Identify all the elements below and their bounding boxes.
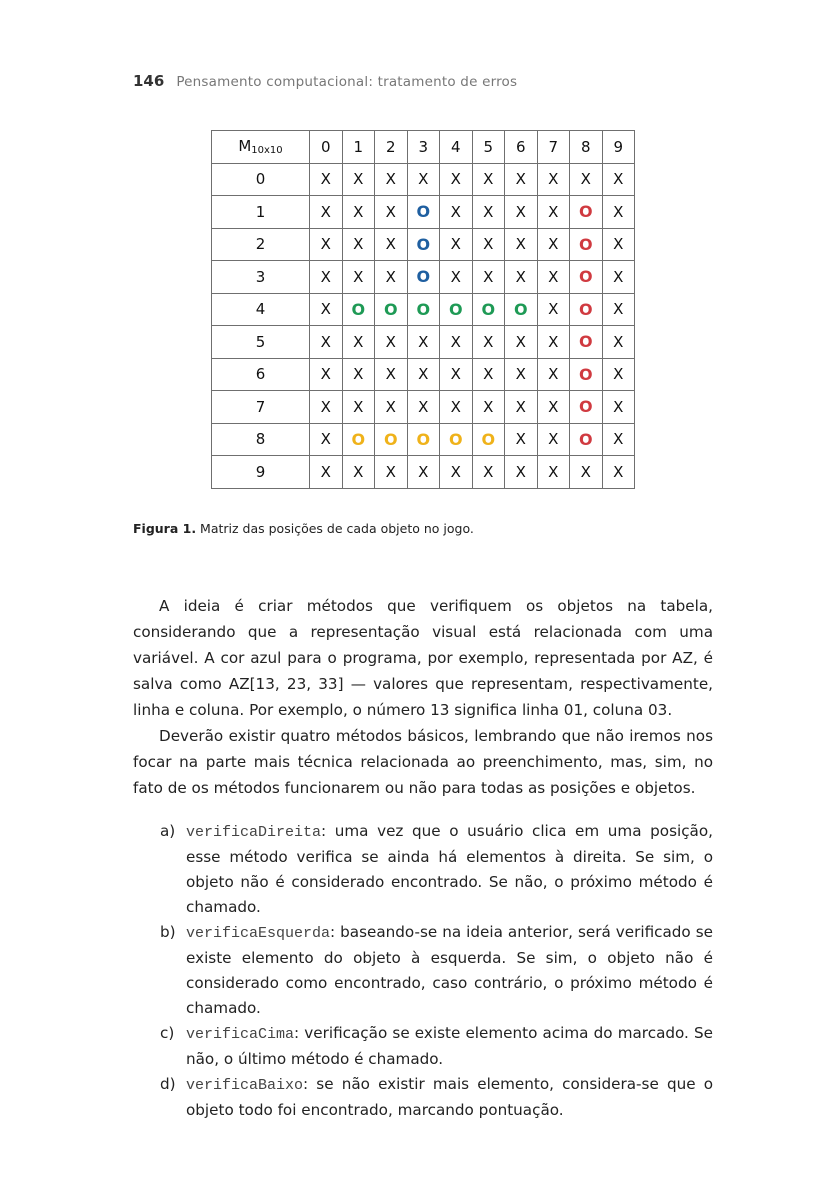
empty-cell: X <box>537 196 570 229</box>
empty-cell: X <box>342 326 375 359</box>
caption-text: Matriz das posições de cada objeto no jogo. <box>196 521 474 536</box>
column-header: 8 <box>570 131 603 164</box>
empty-cell: X <box>310 228 343 261</box>
object-cell: O <box>505 293 538 326</box>
empty-cell: X <box>537 358 570 391</box>
object-cell: O <box>570 228 603 261</box>
object-cell: O <box>407 293 440 326</box>
empty-cell: X <box>310 391 343 424</box>
methods-list <box>160 819 713 1123</box>
empty-cell: X <box>407 326 440 359</box>
empty-cell: X <box>602 293 635 326</box>
matrix-row <box>212 358 635 391</box>
method-name: verificaDireita <box>186 824 322 841</box>
method-name: verificaBaixo <box>186 1077 304 1094</box>
method-description: : uma vez que o usuário clica em uma posição, esse método verifica se ainda há elementos à direita. Se sim, o objeto não é considerado encontrado. Se não, o próximo método é chamado. <box>186 822 713 916</box>
object-cell: O <box>375 423 408 456</box>
empty-cell: X <box>505 423 538 456</box>
object-cell: O <box>440 423 473 456</box>
matrix-row <box>212 293 635 326</box>
paragraph-text: Deverão existir quatro métodos básicos, lembrando que não iremos nos focar na parte mais técnica relacionada ao preenchimento, mas, sim, no fato de os métodos funcionarem ou não para todas as posições e objetos. <box>133 727 713 797</box>
row-header: 9 <box>212 456 310 489</box>
empty-cell: X <box>310 358 343 391</box>
empty-cell: X <box>440 261 473 294</box>
empty-cell: X <box>602 163 635 196</box>
paragraph-1 <box>133 593 713 723</box>
row-header: 3 <box>212 261 310 294</box>
empty-cell: X <box>342 358 375 391</box>
row-header: 6 <box>212 358 310 391</box>
empty-cell: X <box>602 391 635 424</box>
empty-cell: X <box>407 391 440 424</box>
object-cell: O <box>570 261 603 294</box>
empty-cell: X <box>310 423 343 456</box>
list-marker: c) <box>160 1024 175 1042</box>
empty-cell: X <box>570 163 603 196</box>
object-cell: O <box>472 293 505 326</box>
empty-cell: X <box>375 326 408 359</box>
empty-cell: X <box>440 163 473 196</box>
empty-cell: X <box>602 423 635 456</box>
empty-cell: X <box>440 391 473 424</box>
column-header: 1 <box>342 131 375 164</box>
column-header: 4 <box>440 131 473 164</box>
empty-cell: X <box>570 456 603 489</box>
object-cell: O <box>407 196 440 229</box>
empty-cell: X <box>310 326 343 359</box>
list-item <box>160 1072 713 1123</box>
running-title: Pensamento computacional: tratamento de erros <box>176 74 518 90</box>
method-description: : se não existir mais elemento, considera-se que o objeto todo foi encontrado, marcando pontuação. <box>186 1075 713 1119</box>
list-item <box>160 920 713 1021</box>
object-cell: O <box>570 196 603 229</box>
empty-cell: X <box>310 163 343 196</box>
object-cell: O <box>342 423 375 456</box>
empty-cell: X <box>505 456 538 489</box>
matrix-row <box>212 456 635 489</box>
object-cell: O <box>407 423 440 456</box>
empty-cell: X <box>342 228 375 261</box>
row-header: 5 <box>212 326 310 359</box>
empty-cell: X <box>472 196 505 229</box>
empty-cell: X <box>440 358 473 391</box>
paragraph-2 <box>133 723 713 801</box>
object-cell: O <box>440 293 473 326</box>
matrix-figure <box>211 130 635 489</box>
empty-cell: X <box>537 423 570 456</box>
empty-cell: X <box>505 228 538 261</box>
empty-cell: X <box>375 391 408 424</box>
empty-cell: X <box>310 261 343 294</box>
method-description: : verificação se existe elemento acima do marcado. Se não, o último método é chamado. <box>186 1024 713 1068</box>
empty-cell: X <box>375 261 408 294</box>
empty-cell: X <box>472 456 505 489</box>
empty-cell: X <box>342 163 375 196</box>
running-header <box>133 72 517 90</box>
matrix-row <box>212 423 635 456</box>
column-header: 0 <box>310 131 343 164</box>
empty-cell: X <box>537 163 570 196</box>
object-cell: O <box>570 423 603 456</box>
empty-cell: X <box>472 228 505 261</box>
empty-cell: X <box>407 163 440 196</box>
empty-cell: X <box>602 228 635 261</box>
object-cell: O <box>375 293 408 326</box>
empty-cell: X <box>602 358 635 391</box>
empty-cell: X <box>407 358 440 391</box>
column-header: 7 <box>537 131 570 164</box>
object-cell: O <box>407 228 440 261</box>
figure-caption <box>133 521 474 536</box>
page-number: 146 <box>133 72 165 90</box>
empty-cell: X <box>375 456 408 489</box>
empty-cell: X <box>342 391 375 424</box>
empty-cell: X <box>440 228 473 261</box>
list-item <box>160 819 713 920</box>
empty-cell: X <box>440 326 473 359</box>
empty-cell: X <box>505 358 538 391</box>
method-name: verificaCima <box>186 1026 295 1043</box>
list-item <box>160 1021 713 1072</box>
empty-cell: X <box>537 326 570 359</box>
empty-cell: X <box>342 196 375 229</box>
column-header: 3 <box>407 131 440 164</box>
empty-cell: X <box>505 326 538 359</box>
row-header: 7 <box>212 391 310 424</box>
column-header: 9 <box>602 131 635 164</box>
empty-cell: X <box>472 326 505 359</box>
empty-cell: X <box>537 456 570 489</box>
matrix-row <box>212 163 635 196</box>
column-header: 5 <box>472 131 505 164</box>
empty-cell: X <box>375 228 408 261</box>
empty-cell: X <box>310 293 343 326</box>
empty-cell: X <box>342 261 375 294</box>
empty-cell: X <box>505 196 538 229</box>
object-cell: O <box>342 293 375 326</box>
empty-cell: X <box>342 456 375 489</box>
column-header: 6 <box>505 131 538 164</box>
position-matrix-table <box>211 130 635 489</box>
empty-cell: X <box>602 326 635 359</box>
row-header: 8 <box>212 423 310 456</box>
column-header: 2 <box>375 131 408 164</box>
object-cell: O <box>570 293 603 326</box>
matrix-row <box>212 228 635 261</box>
row-header: 1 <box>212 196 310 229</box>
empty-cell: X <box>472 163 505 196</box>
empty-cell: X <box>440 456 473 489</box>
empty-cell: X <box>602 196 635 229</box>
empty-cell: X <box>440 196 473 229</box>
list-marker: b) <box>160 923 176 941</box>
empty-cell: X <box>537 228 570 261</box>
empty-cell: X <box>407 456 440 489</box>
object-cell: O <box>570 358 603 391</box>
method-name: verificaEsquerda <box>186 925 331 942</box>
matrix-row <box>212 326 635 359</box>
caption-label: Figura 1. <box>133 521 197 536</box>
empty-cell: X <box>310 456 343 489</box>
corner-label-subscript: 10x10 <box>251 145 283 157</box>
corner-label-text: M <box>238 137 252 156</box>
empty-cell: X <box>602 456 635 489</box>
paragraph-text: A ideia é criar métodos que verifiquem os objetos na tabela, considerando que a representação visual está relacionada com uma variável. A cor azul para o programa, por exemplo, representada por AZ, é salva como AZ[13, 23, 33] — valores que representam, respectivamente, linha e coluna. Por exemplo, o número 13 significa linha 01, coluna 03. <box>133 597 713 719</box>
empty-cell: X <box>310 196 343 229</box>
row-header: 2 <box>212 228 310 261</box>
empty-cell: X <box>505 391 538 424</box>
empty-cell: X <box>505 261 538 294</box>
matrix-corner-label <box>212 131 310 164</box>
empty-cell: X <box>375 358 408 391</box>
matrix-header-row <box>212 131 635 164</box>
empty-cell: X <box>602 261 635 294</box>
empty-cell: X <box>537 391 570 424</box>
matrix-row <box>212 391 635 424</box>
empty-cell: X <box>505 163 538 196</box>
row-header: 4 <box>212 293 310 326</box>
method-description: : baseando-se na ideia anterior, será verificado se existe elemento do objeto à esquerda. Se sim, o objeto não é considerado como encontrado, caso contrário, o próximo método é chamado. <box>186 923 713 1017</box>
matrix-row <box>212 261 635 294</box>
object-cell: O <box>570 391 603 424</box>
row-header: 0 <box>212 163 310 196</box>
empty-cell: X <box>472 261 505 294</box>
empty-cell: X <box>472 358 505 391</box>
list-marker: a) <box>160 822 176 840</box>
empty-cell: X <box>375 163 408 196</box>
empty-cell: X <box>472 391 505 424</box>
object-cell: O <box>472 423 505 456</box>
list-marker: d) <box>160 1075 176 1093</box>
matrix-row <box>212 196 635 229</box>
empty-cell: X <box>537 293 570 326</box>
empty-cell: X <box>537 261 570 294</box>
object-cell: O <box>570 326 603 359</box>
object-cell: O <box>407 261 440 294</box>
empty-cell: X <box>375 196 408 229</box>
